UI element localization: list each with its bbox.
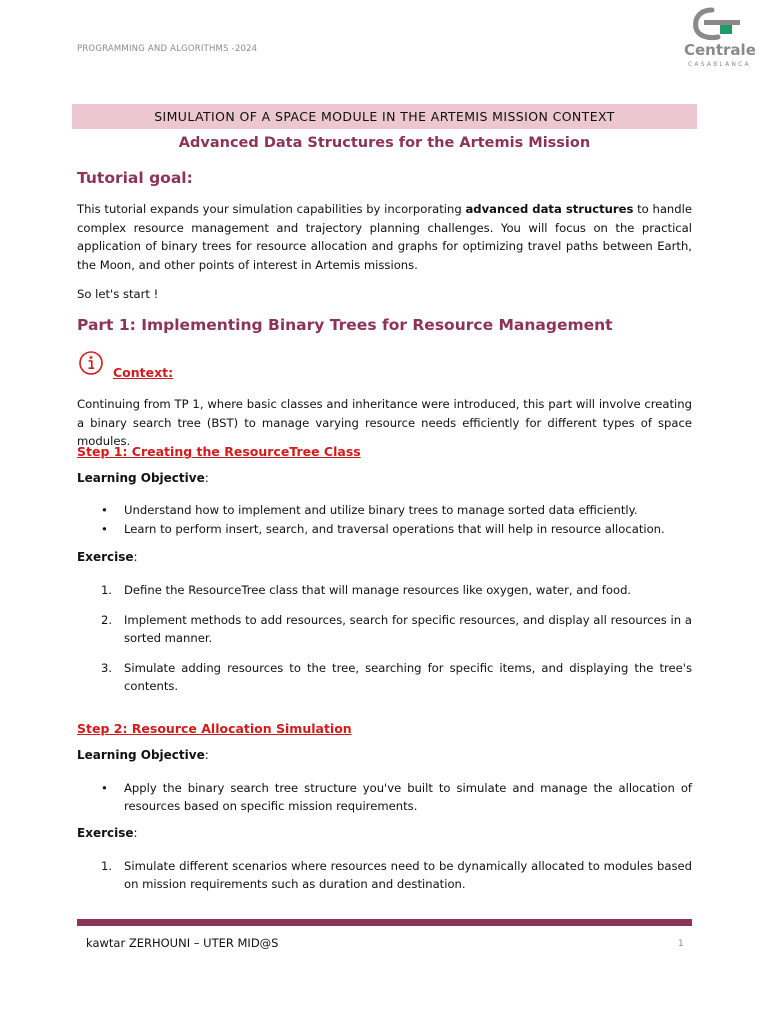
goal-text-a: This tutorial expands your simulation capabilities by incorporating [77, 202, 466, 216]
centrale-logo-icon [682, 6, 760, 46]
document-subtitle: Advanced Data Structures for the Artemis Mission [178, 135, 591, 151]
step1-title: Step 1: Creating the ResourceTree Class [77, 444, 361, 459]
step1-exercises-list [77, 581, 692, 695]
list-item: 1. Define the ResourceTree class that will manage resources like oxygen, water, and food. [101, 583, 632, 597]
footer-divider [77, 919, 692, 926]
goal-text-bold: advanced data structures [465, 202, 634, 216]
course-label: PROGRAMMING AND ALGORITHMS -2024 [77, 44, 258, 54]
step2-objective-label: Learning Objective: [77, 748, 209, 762]
document-title-band [72, 104, 697, 129]
list-item: • Learn to perform insert, search, and traversal operations that will help in resource allocation. [101, 522, 665, 536]
list-item: 3. Simulate adding resources to the tree, searching for specific items, and displaying the tree's contents. [101, 661, 692, 693]
goal-text-b: to handle complex resource management and trajectory planning challenges. You will focus on the practical application of binary trees for resource allocation and graphs for optimizing travel paths between Earth, the Moon, and other points of interest in Artemis missions. [77, 202, 692, 272]
context-paragraph: Continuing from TP 1, where basic classes and inheritance were introduced, this part will involve creating a binary search tree (BST) to manage varying resource needs efficiently for different types of space modules. [77, 397, 692, 448]
context-label: Context: [113, 365, 174, 380]
bullet-icon: • [101, 503, 108, 517]
step2-exercises-list [77, 857, 692, 893]
list-item: 2. Implement methods to add resources, search for specific resources, and display all resources in a sorted manner. [101, 613, 692, 645]
tutorial-goal-paragraph [77, 200, 692, 274]
info-circle-icon [78, 350, 104, 376]
document-title: SIMULATION OF A SPACE MODULE IN THE ARTEMIS MISSION CONTEXT [154, 109, 615, 124]
lets-start-text: So let's start ! [77, 287, 159, 301]
step1-objective-label: Learning Objective: [77, 471, 209, 485]
logo-wordmark: Centrale [684, 41, 756, 59]
page-number: 1 [678, 939, 684, 949]
part1-heading: Part 1: Implementing Binary Trees for Resource Management [77, 316, 613, 334]
step2-objectives-list [77, 779, 692, 815]
step2-title: Step 2: Resource Allocation Simulation [77, 721, 352, 736]
list-item: 1. Simulate different scenarios where resources need to be dynamically allocated to modules based on mission requirements such as duration and destination. [101, 859, 692, 891]
step2-exercise-label: Exercise: [77, 826, 138, 840]
footer-author: kawtar ZERHOUNI – UTER MID@S [86, 936, 279, 950]
tutorial-goal-heading: Tutorial goal: [77, 169, 193, 187]
list-item: • Understand how to implement and utilize binary trees to manage sorted data efficiently. [101, 503, 638, 517]
bullet-icon: • [101, 781, 108, 795]
centrale-logo [682, 6, 760, 72]
list-item: • Apply the binary search tree structure you've built to simulate and manage the allocation of resources based on specific mission requirements. [101, 781, 692, 813]
step1-exercise-label: Exercise: [77, 550, 138, 564]
bullet-icon: • [101, 522, 108, 536]
logo-subtitle: CASABLANCA [688, 61, 751, 68]
step1-objectives-list [77, 501, 692, 538]
